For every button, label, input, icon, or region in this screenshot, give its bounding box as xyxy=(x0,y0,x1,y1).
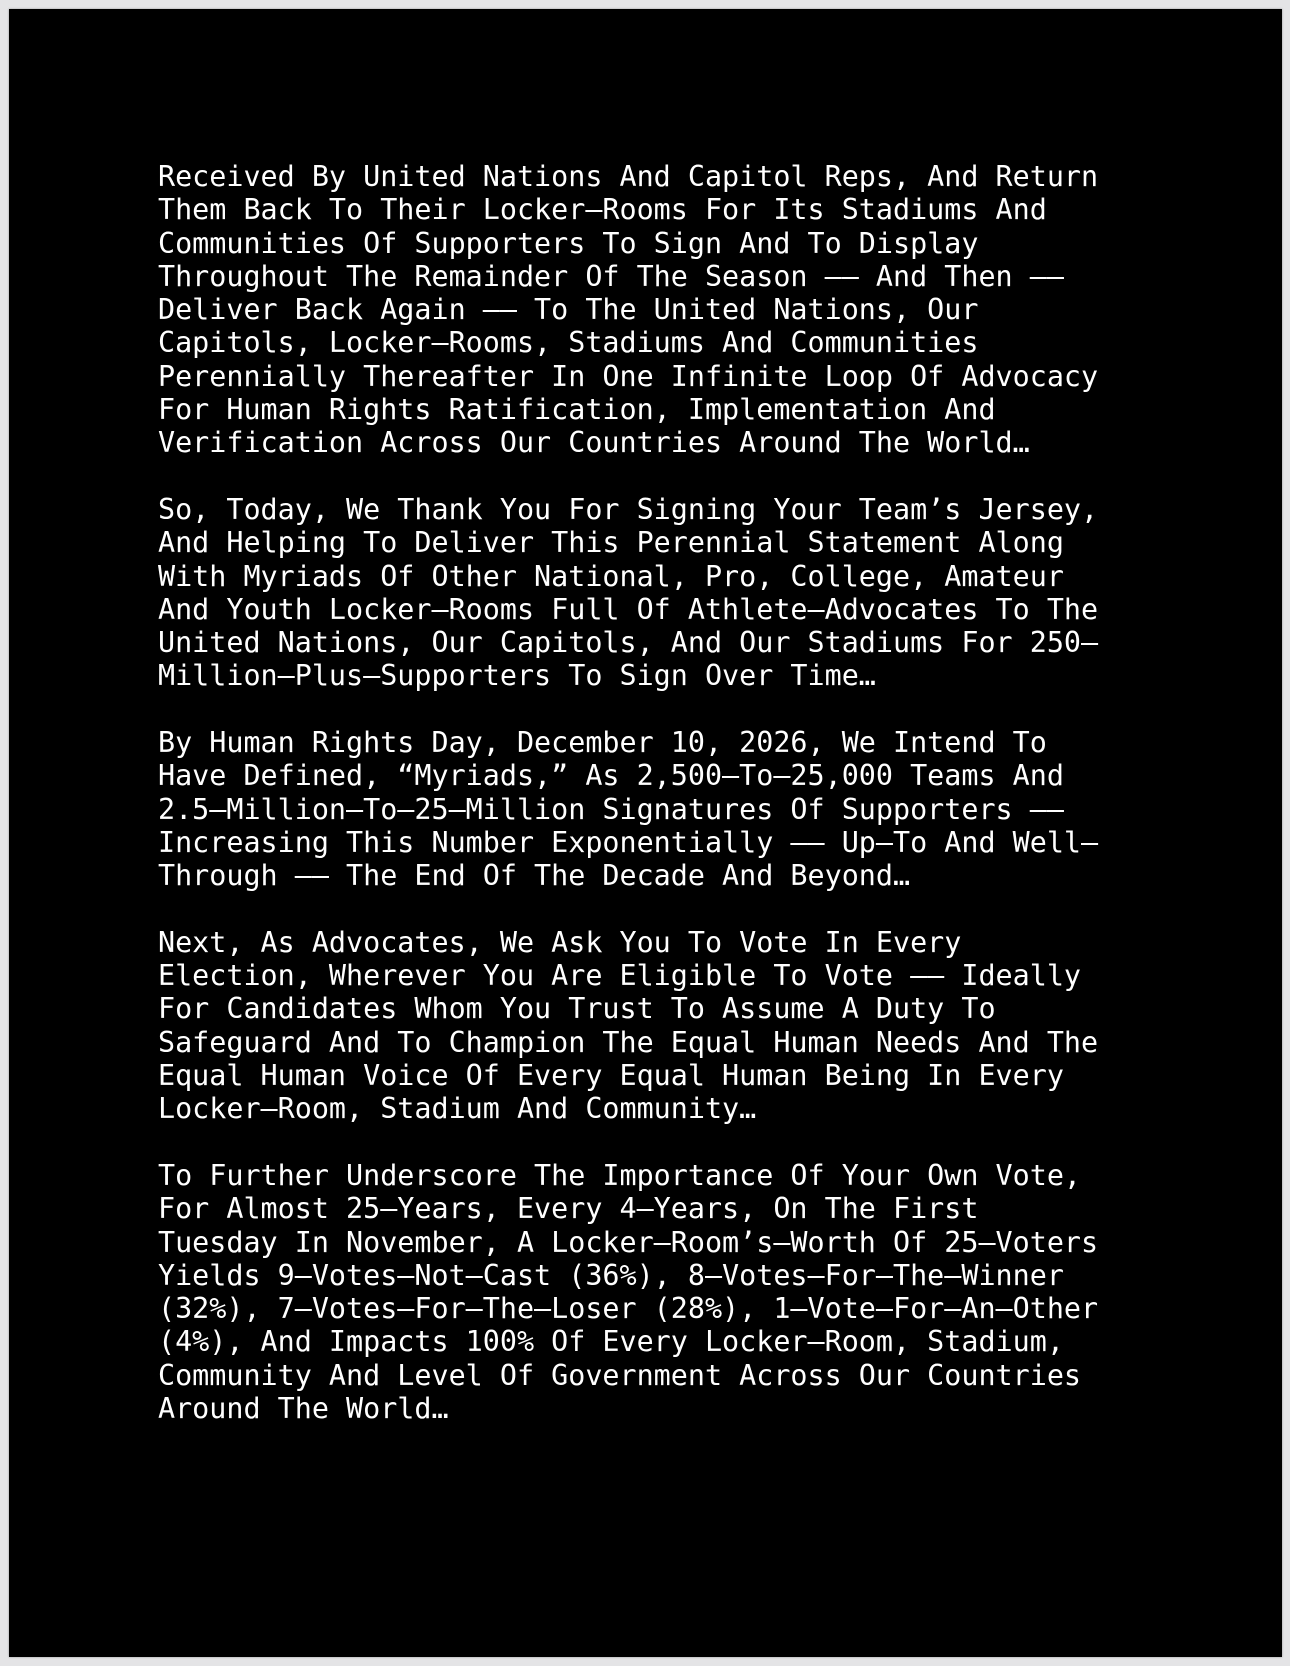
paragraph-4 xyxy=(158,926,1168,1126)
text-line: Million–Plus–Supporters To Sign Over Time… xyxy=(158,659,876,693)
text-line: Election, Wherever You Are Eligible To Vote –– Ideally xyxy=(158,959,1082,993)
text-line: And Helping To Deliver This Perennial Statement Along xyxy=(158,526,1064,560)
text-line: Them Back To Their Locker–Rooms For Its Stadiums And xyxy=(158,193,1047,227)
text-line: With Myriads Of Other National, Pro, College, Amateur xyxy=(158,559,1064,593)
text-line: Perennially Thereafter In One Infinite Loop Of Advocacy xyxy=(158,359,1099,393)
paragraph-3 xyxy=(158,726,1168,892)
text-line: For Human Rights Ratification, Implementation And xyxy=(158,393,996,427)
text-line: Tuesday In November, A Locker–Room’s–Worth Of 25–Voters xyxy=(158,1225,1099,1259)
text-line: Received By United Nations And Capitol Reps, And Return xyxy=(158,160,1099,193)
text-line: (32%), 7–Votes–For–The–Loser (28%), 1–Vote–For–An–Other xyxy=(158,1292,1099,1326)
paragraph-2 xyxy=(158,493,1168,693)
text-line: Through –– The End Of The Decade And Beyond… xyxy=(158,859,911,893)
text-line: Have Defined, “Myriads,” As 2,500–To–25,000 Teams And xyxy=(158,759,1064,793)
text-line: To Further Underscore The Importance Of Your Own Vote, xyxy=(158,1158,1082,1192)
document-body xyxy=(158,160,1168,1459)
text-line: Throughout The Remainder Of The Season –– And Then –– xyxy=(158,259,1064,293)
text-line: Equal Human Voice Of Every Equal Human Being In Every xyxy=(158,1059,1064,1093)
text-line: By Human Rights Day, December 10, 2026, We Intend To xyxy=(158,726,1047,760)
text-line: For Candidates Whom You Trust To Assume A Duty To xyxy=(158,992,996,1026)
text-line: Locker–Room, Stadium And Community… xyxy=(158,1092,757,1126)
text-line: Around The World… xyxy=(158,1391,449,1425)
text-line: (4%), And Impacts 100% Of Every Locker–Room, Stadium, xyxy=(158,1325,1064,1359)
text-line: Increasing This Number Exponentially –– Up–To And Well– xyxy=(158,825,1099,859)
text-line: Deliver Back Again –– To The United Nations, Our xyxy=(158,293,979,327)
text-line: Community And Level Of Government Across Our Countries xyxy=(158,1358,1082,1392)
text-line: For Almost 25–Years, Every 4–Years, On The First xyxy=(158,1192,979,1226)
document-page xyxy=(9,9,1282,1657)
text-line: So, Today, We Thank You For Signing Your Team’s Jersey, xyxy=(158,492,1099,526)
text-line: And Youth Locker–Rooms Full Of Athlete–Advocates To The xyxy=(158,592,1099,626)
text-line: 2.5–Million–To–25–Million Signatures Of Supporters –– xyxy=(158,792,1064,826)
text-line: Verification Across Our Countries Around The World… xyxy=(158,426,1030,460)
paragraph-5 xyxy=(158,1159,1168,1425)
text-line: Safeguard And To Champion The Equal Human Needs And The xyxy=(158,1025,1099,1059)
text-line: United Nations, Our Capitols, And Our Stadiums For 250– xyxy=(158,626,1099,660)
text-line: Next, As Advocates, We Ask You To Vote In Every xyxy=(158,925,962,959)
paragraph-1 xyxy=(158,160,1168,460)
text-line: Capitols, Locker–Rooms, Stadiums And Communities xyxy=(158,326,979,360)
text-line: Communities Of Supporters To Sign And To Display xyxy=(158,226,979,260)
text-line: Yields 9–Votes–Not–Cast (36%), 8–Votes–For–The–Winner xyxy=(158,1258,1064,1292)
